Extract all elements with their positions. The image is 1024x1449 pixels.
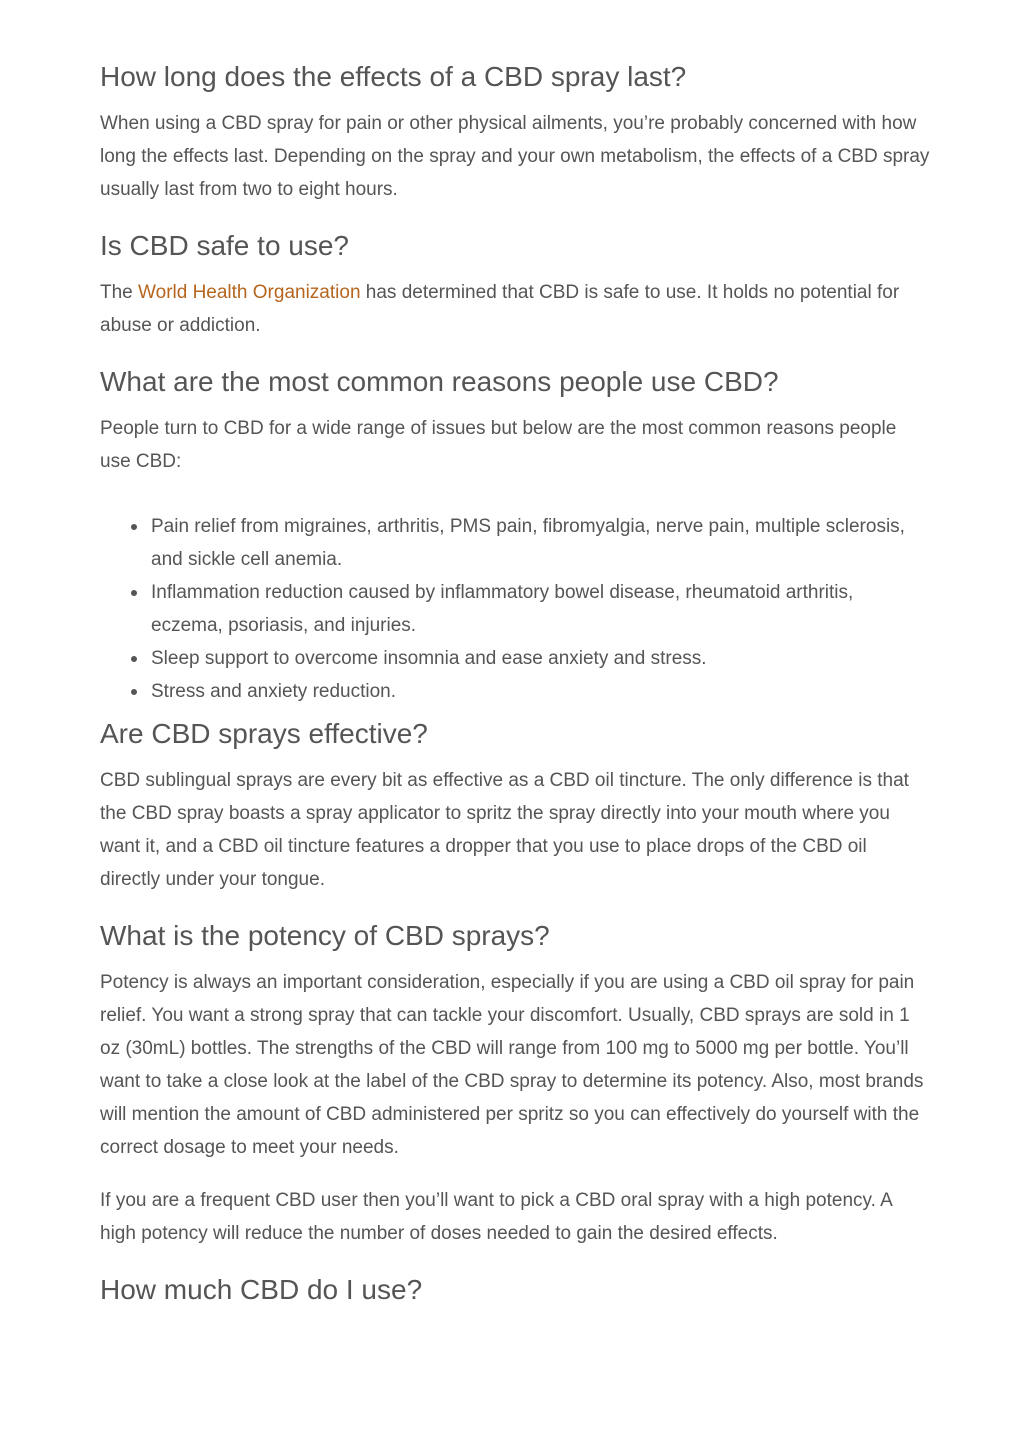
reasons-list bbox=[100, 510, 930, 708]
paragraph-safety bbox=[100, 276, 930, 342]
list-item: Pain relief from migraines, arthritis, PMS pain, fibromyalgia, nerve pain, multiple sclerosis, and sickle cell anemia. bbox=[151, 510, 930, 576]
section-effectiveness bbox=[100, 714, 930, 896]
heading-common-reasons: What are the most common reasons people use CBD? bbox=[100, 366, 779, 397]
list-item: Stress and anxiety reduction. bbox=[151, 675, 930, 708]
paragraph-effectiveness: CBD sublingual sprays are every bit as effective as a CBD oil tincture. The only difference is that the CBD spray boasts a spray applicator to spritz the spray directly into your mouth where you want it, and a CBD oil tincture features a dropper that you use to place drops of the CBD oil directly under your tongue. bbox=[100, 770, 909, 890]
safety-text-after: has determined that CBD is safe to use. It holds no potential for abuse or addiction. bbox=[100, 282, 900, 336]
article-content bbox=[100, 57, 930, 1320]
paragraph-effects-duration: When using a CBD spray for pain or other physical ailments, you’re probably concerned with how long the effects last. Depending on the spray and your own metabolism, the effects of a CBD spray usually last from two to eight hours. bbox=[100, 113, 930, 200]
section-common-reasons bbox=[100, 362, 930, 708]
list-item: Inflammation reduction caused by inflammatory bowel disease, rheumatoid arthritis, eczema, psoriasis, and injuries. bbox=[151, 576, 930, 642]
heading-potency: What is the potency of CBD sprays? bbox=[100, 920, 550, 951]
section-dosage bbox=[100, 1270, 930, 1310]
paragraph-common-reasons: People turn to CBD for a wide range of issues but below are the most common reasons people use CBD: bbox=[100, 418, 897, 472]
paragraph-potency-2: If you are a frequent CBD user then you’ll want to pick a CBD oral spray with a high potency. A high potency will reduce the number of doses needed to gain the desired effects. bbox=[100, 1190, 892, 1244]
section-potency bbox=[100, 916, 930, 1250]
section-safety bbox=[100, 226, 930, 342]
heading-effectiveness: Are CBD sprays effective? bbox=[100, 718, 428, 749]
safety-text-before: The bbox=[100, 282, 139, 303]
heading-effects-duration: How long does the effects of a CBD spray last? bbox=[100, 61, 687, 92]
list-spacer bbox=[100, 498, 930, 510]
heading-safety: Is CBD safe to use? bbox=[100, 230, 350, 261]
list-item: Sleep support to overcome insomnia and ease anxiety and stress. bbox=[151, 642, 930, 675]
paragraph-potency-1: Potency is always an important consideration, especially if you are using a CBD oil spray for pain relief. You want a strong spray that can tackle your discomfort. Usually, CBD sprays are sold in 1 oz (30mL) bottles. The strengths of the CBD will range from 100 mg to 5000 mg per bottle. You’ll want to take a close look at the label of the CBD spray to determine its potency. Also, most brands will mention the amount of CBD administered per spritz so you can effectively do yourself with the correct dosage to meet your needs. bbox=[100, 972, 924, 1158]
heading-dosage: How much CBD do I use? bbox=[100, 1274, 423, 1305]
section-effects-duration bbox=[100, 57, 930, 206]
who-link[interactable]: World Health Organization bbox=[138, 282, 361, 303]
